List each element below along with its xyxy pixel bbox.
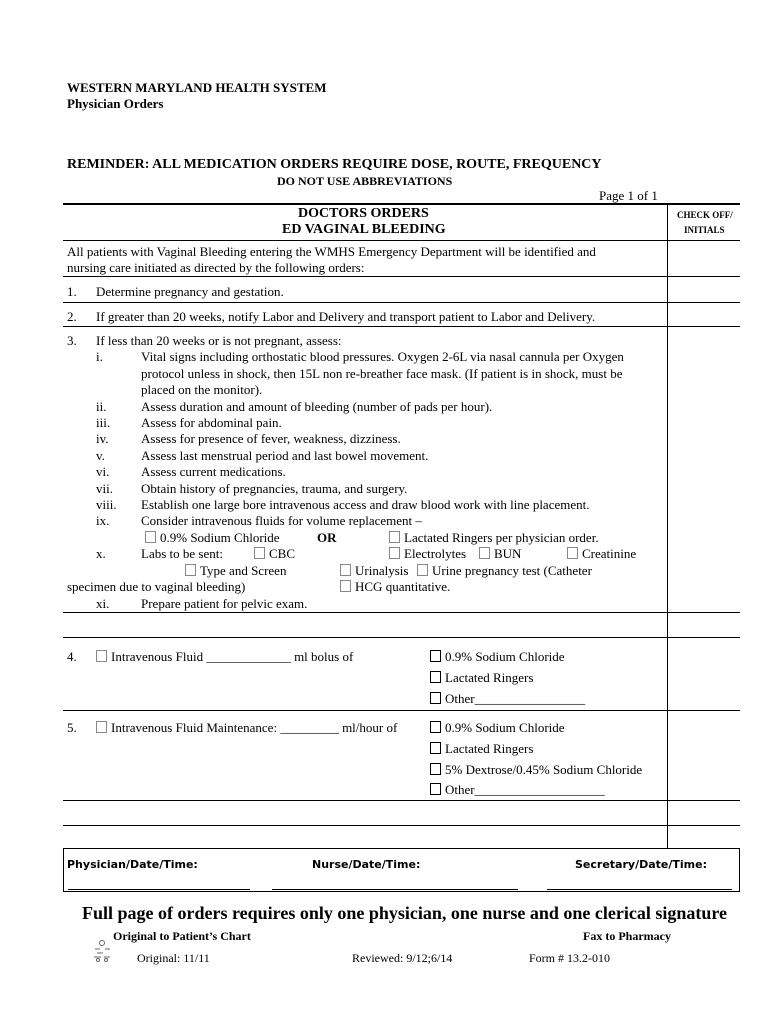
row-divider <box>63 612 740 613</box>
org-name: WESTERN MARYLAND HEALTH SYSTEM <box>67 80 327 95</box>
checkbox-icon[interactable] <box>96 721 107 733</box>
sub-item-text: placed on the monitor). <box>141 382 263 397</box>
checkbox-icon[interactable] <box>430 692 441 704</box>
bolus-option[interactable] <box>430 691 585 707</box>
recycle-icon <box>91 939 113 963</box>
sub-item-number: viii. <box>96 497 117 512</box>
option-label: Other____________________ <box>445 782 605 797</box>
lab-label: Urine pregnancy test (Catheter <box>432 563 592 578</box>
nurse-signature-label: Nurse/Date/Time: <box>312 858 421 871</box>
maintenance-option[interactable] <box>430 741 533 757</box>
row-divider <box>63 825 740 826</box>
checkbox-icon[interactable] <box>430 671 441 683</box>
checkbox-icon[interactable] <box>479 547 490 559</box>
checkbox-icon[interactable] <box>430 783 441 795</box>
row-divider <box>63 637 740 638</box>
lab-label: Electrolytes <box>404 546 467 561</box>
lab-cbc[interactable] <box>254 546 295 562</box>
lab-label: CBC <box>269 546 296 561</box>
fax-to-pharmacy: Fax to Pharmacy <box>583 929 671 943</box>
sub-item-text: Assess for abdominal pain. <box>141 415 282 430</box>
lab-label: BUN <box>494 546 522 561</box>
sub-item-number: x. <box>96 546 106 561</box>
option-label: 5% Dextrose/0.45% Sodium Chloride <box>445 762 643 777</box>
checkbox-icon[interactable] <box>430 742 441 754</box>
page-number: Page 1 of 1 <box>599 188 658 203</box>
order-label: Intravenous Fluid _____________ ml bolus of <box>111 649 354 664</box>
signature-notice: Full page of orders requires only one physician, one nurse and one clerical signature <box>82 903 728 923</box>
sub-item-text: Assess last menstrual period and last bowel movement. <box>141 448 429 463</box>
check-off-header: CHECK OFF/ <box>677 210 733 220</box>
lab-urine-pregnancy[interactable] <box>417 563 592 579</box>
sub-item-number: xi. <box>96 596 110 611</box>
maintenance-option[interactable] <box>430 762 642 778</box>
option-label: 0.9% Sodium Chloride <box>445 649 565 664</box>
checkbox-icon[interactable] <box>185 564 196 576</box>
sub-item-number: i. <box>96 349 103 364</box>
sub-item-text: Prepare patient for pelvic exam. <box>141 596 308 611</box>
original-to-chart: Original to Patient’s Chart <box>113 929 251 943</box>
option-label: Lactated Ringers <box>445 741 534 756</box>
option-lactated-ringers[interactable] <box>389 530 599 546</box>
checkbox-icon[interactable] <box>417 564 428 576</box>
form-number: Form # 13.2-010 <box>529 951 610 965</box>
sub-item-text: specimen due to vaginal bleeding) <box>67 579 246 594</box>
checkbox-icon[interactable] <box>430 650 441 662</box>
sub-item-number: iv. <box>96 431 109 446</box>
sub-item-text: Assess for presence of fever, weakness, dizziness. <box>141 431 401 446</box>
lab-label: HCG quantitative. <box>355 579 451 594</box>
sub-item-number: vii. <box>96 481 113 496</box>
order-set-title: ED VAGINAL BLEEDING <box>282 222 446 237</box>
order-number: 4. <box>67 649 77 664</box>
sub-item-text: Assess duration and amount of bleeding (number of pads per hour). <box>141 399 493 414</box>
checkbox-icon[interactable] <box>389 531 400 543</box>
lab-label: Urinalysis <box>355 563 409 578</box>
sub-item-text: Assess current medications. <box>141 464 286 479</box>
physician-signature-label: Physician/Date/Time: <box>67 858 198 871</box>
option-label: 0.9% Sodium Chloride <box>445 720 565 735</box>
original-date: Original: 11/11 <box>137 951 210 965</box>
sub-item-text: Labs to be sent: <box>141 546 223 561</box>
checkbox-icon[interactable] <box>340 564 351 576</box>
checkbox-icon[interactable] <box>145 531 156 543</box>
intro-line-2: nursing care initiated as directed by the following orders: <box>67 260 365 275</box>
row-divider <box>63 710 740 711</box>
form-subtitle: Physician Orders <box>67 96 164 111</box>
option-label: Other_________________ <box>445 691 586 706</box>
bolus-option[interactable] <box>430 649 565 665</box>
sub-item-text: Consider intravenous fluids for volume replacement – <box>141 513 422 528</box>
row-divider <box>63 302 740 303</box>
reminder-text: REMINDER: ALL MEDICATION ORDERS REQUIRE DOSE, ROUTE, FREQUENCY <box>67 157 602 172</box>
lab-hcg[interactable] <box>340 579 450 595</box>
lab-label: Type and Screen <box>200 563 287 578</box>
lab-bun[interactable] <box>479 546 521 562</box>
or-label: OR <box>317 530 337 545</box>
checkbox-icon[interactable] <box>389 547 400 559</box>
iv-bolus-order[interactable] <box>96 649 353 665</box>
initials-header: INITIALS <box>684 225 725 235</box>
header-divider <box>63 240 740 241</box>
secretary-signature-label: Secretary/Date/Time: <box>575 858 707 871</box>
signature-box-right <box>739 848 740 892</box>
checkbox-icon[interactable] <box>430 763 441 775</box>
no-abbrev-text: DO NOT USE ABBREVIATIONS <box>277 174 453 188</box>
sub-item-number: ii. <box>96 399 107 414</box>
order-label: Intravenous Fluid Maintenance: _________ ml/hour of <box>111 720 398 735</box>
row-divider <box>63 800 740 801</box>
row-divider <box>63 326 740 327</box>
sub-item-number: iii. <box>96 415 111 430</box>
nurse-signature-line[interactable] <box>272 889 518 890</box>
iv-maintenance-order[interactable] <box>96 720 397 736</box>
row-divider <box>63 276 740 277</box>
physician-signature-line[interactable] <box>68 889 250 890</box>
order-number: 5. <box>67 720 77 735</box>
order-number: 2. <box>67 309 77 324</box>
sub-item-text: Vital signs including orthostatic blood pressures. Oxygen 2-6L via nasal cannula per Oxygen <box>141 349 624 364</box>
order-number: 1. <box>67 284 77 299</box>
signature-box-left <box>63 848 64 892</box>
lab-type-screen[interactable] <box>185 563 286 579</box>
option-label: Lactated Ringers per physician order. <box>404 530 599 545</box>
option-label: 0.9% Sodium Chloride <box>160 530 280 545</box>
checkbox-icon[interactable] <box>340 580 351 592</box>
checkbox-icon[interactable] <box>567 547 578 559</box>
sub-item-text: Obtain history of pregnancies, trauma, and surgery. <box>141 481 408 496</box>
checkbox-icon[interactable] <box>254 547 265 559</box>
reviewed-dates: Reviewed: 9/12;6/14 <box>352 951 453 965</box>
option-label: Lactated Ringers <box>445 670 534 685</box>
sub-item-number: vi. <box>96 464 110 479</box>
sub-item-text: protocol unless in shock, then 15L non re-breather face mask. (If patient is in shock, must be <box>141 366 623 381</box>
option-sodium-chloride[interactable] <box>145 530 280 546</box>
order-number: 3. <box>67 333 77 348</box>
maintenance-option[interactable] <box>430 782 605 798</box>
lab-urinalysis[interactable] <box>340 563 408 579</box>
sub-item-number: ix. <box>96 513 110 528</box>
bolus-option[interactable] <box>430 670 533 686</box>
maintenance-option[interactable] <box>430 720 565 736</box>
sub-item-text: Establish one large bore intravenous access and draw blood work with line placement. <box>141 497 590 512</box>
checkbox-icon[interactable] <box>430 721 441 733</box>
table-top-border <box>63 203 740 205</box>
lab-creatinine[interactable] <box>567 546 636 562</box>
order-text: If greater than 20 weeks, notify Labor and Delivery and transport patient to Labor and Delivery. <box>96 309 596 324</box>
lab-label: Creatinine <box>582 546 637 561</box>
order-text: Determine pregnancy and gestation. <box>96 284 284 299</box>
doctors-orders-title: DOCTORS ORDERS <box>298 206 429 221</box>
sub-item-number: v. <box>96 448 105 463</box>
signature-box-bottom <box>63 891 740 892</box>
intro-line-1: All patients with Vaginal Bleeding entering the WMHS Emergency Department will be identified and <box>67 244 596 259</box>
table-bottom-border <box>63 848 740 849</box>
checkbox-icon[interactable] <box>96 650 107 662</box>
secretary-signature-line[interactable] <box>547 889 732 890</box>
order-text: If less than 20 weeks or is not pregnant, assess: <box>96 333 342 348</box>
lab-electrolytes[interactable] <box>389 546 466 562</box>
